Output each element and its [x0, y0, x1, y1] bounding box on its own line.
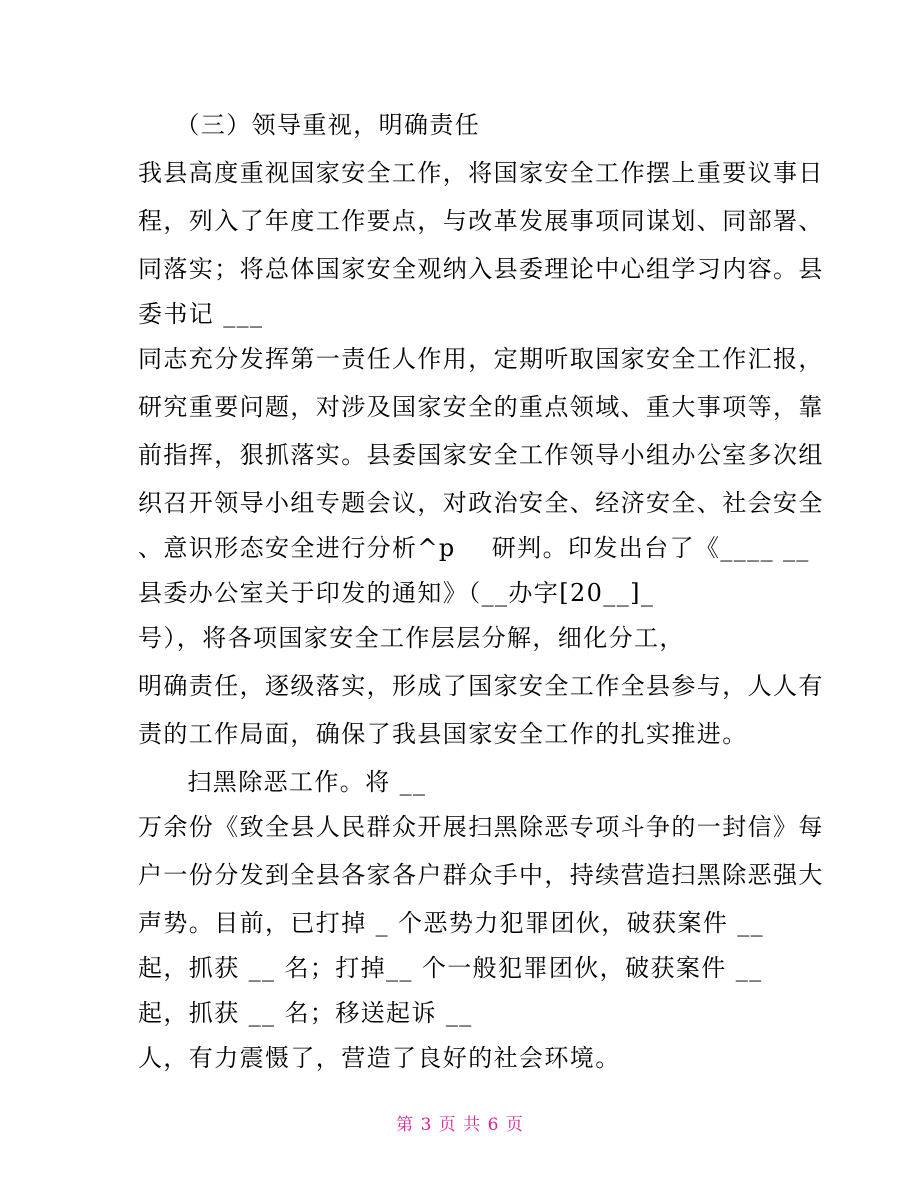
paragraph-line: 号），将各项国家安全工作层层分解，细化分工，	[138, 624, 685, 652]
paragraph-line: 起，抓获 __ 名；移送起诉 __	[138, 999, 473, 1027]
paragraph-line: 扫黑除恶工作。将 __	[162, 768, 427, 796]
paragraph-line: 人，有力震慑了，营造了良好的社会环境。	[138, 1044, 621, 1072]
paragraph-line: 织召开领导小组专题会议，对政治安全、经济安全、社会安全	[138, 489, 824, 517]
paragraph-line: 同志充分发挥第一责任人作用，定期听取国家安全工作汇报，	[138, 345, 824, 373]
paragraph-line: 前指挥，狠抓落实。县委国家安全工作领导小组办公室多次组	[138, 441, 824, 469]
section-heading: （三）领导重视，明确责任	[162, 111, 481, 139]
paragraph-line: 程，列入了年度工作要点，与改革发展事项同谋划、同部署、	[138, 207, 824, 235]
paragraph-line: 户一份分发到全县各家各户群众手中，持续营造扫黑除恶强大	[138, 861, 824, 889]
paragraph-line: 起，抓获 __ 名；打掉__ 个一般犯罪团伙，破获案件 __	[138, 954, 763, 982]
page-number-footer: 第 3 页 共 6 页	[396, 1115, 524, 1135]
paragraph-line: 万余份《致全县人民群众开展扫黑除恶专项斗争的一封信》每	[138, 813, 824, 841]
paragraph-line: 声势。目前，已打掉 _ 个恶势力犯罪团伙，破获案件 __	[138, 909, 765, 937]
paragraph-line: 同落实；将总体国家安全观纳入县委理论中心组学习内容。县	[138, 255, 824, 283]
paragraph-line: 委书记 ___	[138, 300, 264, 328]
paragraph-line: 责的工作局面，确保了我县国家安全工作的扎实推进。	[138, 720, 748, 748]
paragraph-line: 我县高度重视国家安全工作，将国家安全工作摆上重要议事日	[138, 159, 824, 187]
paragraph-line: 研究重要问题，对涉及国家安全的重点领域、重大事项等，靠	[138, 393, 824, 421]
paragraph-line: 县委办公室关于印发的通知》（__办字[20__]_	[138, 579, 655, 607]
paragraph-line: 明确责任，逐级落实，形成了国家安全工作全县参与，人人有	[138, 672, 824, 700]
paragraph-line: 、意识形态安全进行分析^p 研判。印发出台了《____ __	[138, 534, 810, 562]
